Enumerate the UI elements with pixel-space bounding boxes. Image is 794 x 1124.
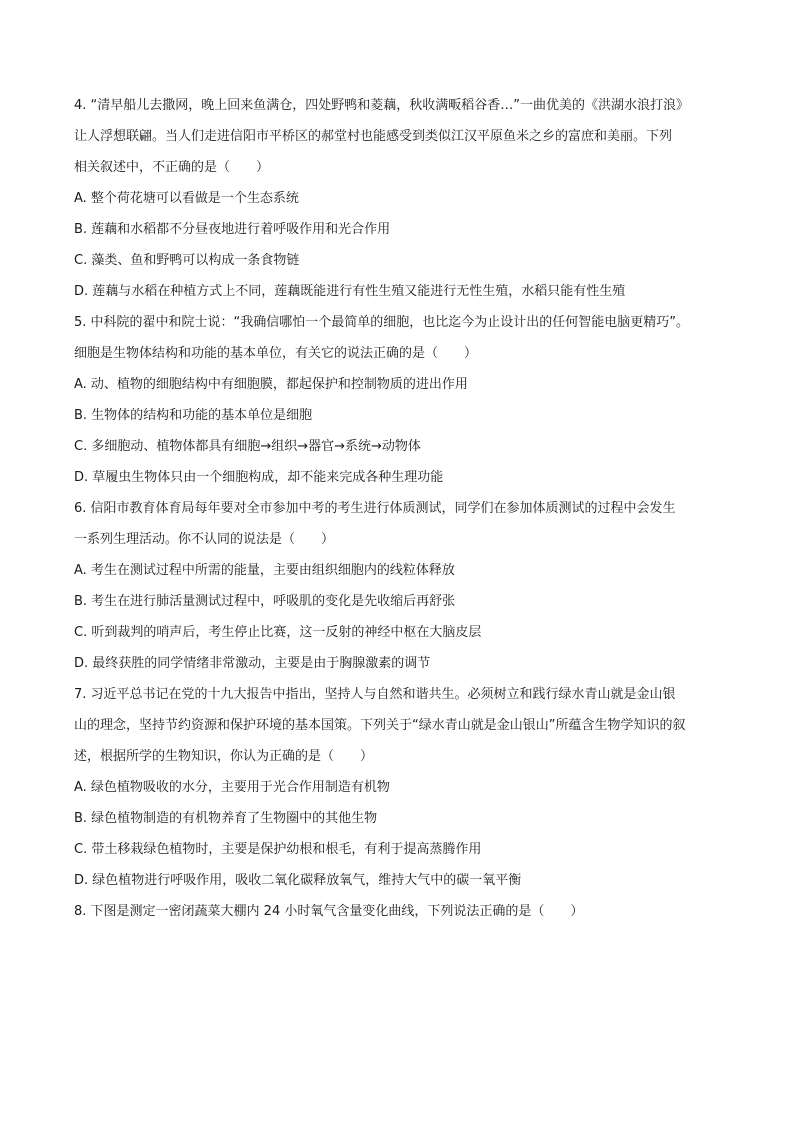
question-stem-line: 5. 中科院的翟中和院士说：“我确信哪怕一个最简单的细胞，也比迄今为止设计出的任何智能电脑更精巧”。 xyxy=(74,315,690,330)
answer-option: D. 最终获胜的同学情绪非常激动，主要是由于胸腺激素的调节 xyxy=(74,656,431,671)
question-stem-line: 8. 下图是测定一密闭蔬菜大棚内 24 小时氧气含量变化曲线，下列说法正确的是（ ） xyxy=(74,904,584,919)
question-8 xyxy=(74,896,724,927)
question-stem-line: 一系列生理活动。你不认同的说法是（ ） xyxy=(74,532,335,547)
answer-option: B. 生物体的结构和功能的基本单位是细胞 xyxy=(74,408,313,423)
answer-option: A. 绿色植物吸收的水分，主要用于光合作用制造有机物 xyxy=(74,780,390,795)
answer-option: D. 莲藕与水稻在种植方式上不同，莲藕既能进行有性生殖又能进行无性生殖，水稻只能有性生殖 xyxy=(74,284,626,299)
question-5 xyxy=(74,307,724,493)
answer-option: C. 听到裁判的哨声后，考生停止比赛，这一反射的神经中枢在大脑皮层 xyxy=(74,625,482,640)
question-stem-line: 让人浮想联翩。当人们走进信阳市平桥区的郝堂村也能感受到类似江汉平原鱼米之乡的富庶和美丽。下列 xyxy=(74,129,673,144)
answer-option: A. 整个荷花塘可以看做是一个生态系统 xyxy=(74,191,299,206)
question-stem-line: 山的理念，坚持节约资源和保护环境的基本国策。下列关于“绿水青山就是金山银山”所蕴含生物学知识的叙 xyxy=(74,718,686,733)
answer-option: C. 多细胞动、植物体都具有细胞→组织→器官→系统→动物体 xyxy=(74,439,421,454)
answer-option: B. 莲藕和水稻都不分昼夜地进行着呼吸作用和光合作用 xyxy=(74,222,391,237)
answer-option: D. 绿色植物进行呼吸作用，吸收二氧化碳释放氧气，维持大气中的碳一氧平衡 xyxy=(74,873,522,888)
answer-option: C. 藻类、鱼和野鸭可以构成一条食物链 xyxy=(74,253,300,268)
answer-option: D. 草履虫生物体只由一个细胞构成，却不能来完成各种生理功能 xyxy=(74,470,444,485)
question-4 xyxy=(74,90,724,307)
question-stem-line: 细胞是生物体结构和功能的基本单位，有关它的说法正确的是（ ） xyxy=(74,346,478,361)
answer-option: A. 动、植物的细胞结构中有细胞膜，都起保护和控制物质的进出作用 xyxy=(74,377,468,392)
answer-option: B. 考生在进行肺活量测试过程中，呼吸肌的变化是先收缩后再舒张 xyxy=(74,594,456,609)
question-stem-line: 相关叙述中，不正确的是（ ） xyxy=(74,160,270,175)
question-stem-line: 述，根据所学的生物知识，你认为正确的是（ ） xyxy=(74,749,374,764)
answer-option: A. 考生在测试过程中所需的能量，主要由组织细胞内的线粒体释放 xyxy=(74,563,455,578)
question-stem-line: 7. 习近平总书记在党的十九大报告中指出，坚持人与自然和谐共生。必须树立和践行绿水青山就是金山银 xyxy=(74,687,676,702)
question-stem-line: 6. 信阳市教育体育局每年要对全市参加中考的考生进行体质测试，同学们在参加体质测试的过程中会发生 xyxy=(74,501,676,516)
question-6 xyxy=(74,493,724,679)
question-stem-line: 4. “清早船儿去撒网，晚上回来鱼满仓，四处野鸭和菱藕，秋收满畈稻谷香…”一曲优美的《洪湖水浪打浪》 xyxy=(74,98,690,113)
answer-option: B. 绿色植物制造的有机物养育了生物圈中的其他生物 xyxy=(74,811,378,826)
answer-option: C. 带土移栽绿色植物时，主要是保护幼根和根毛，有利于提高蒸腾作用 xyxy=(74,842,482,857)
question-7 xyxy=(74,679,724,896)
document-page xyxy=(74,90,724,927)
